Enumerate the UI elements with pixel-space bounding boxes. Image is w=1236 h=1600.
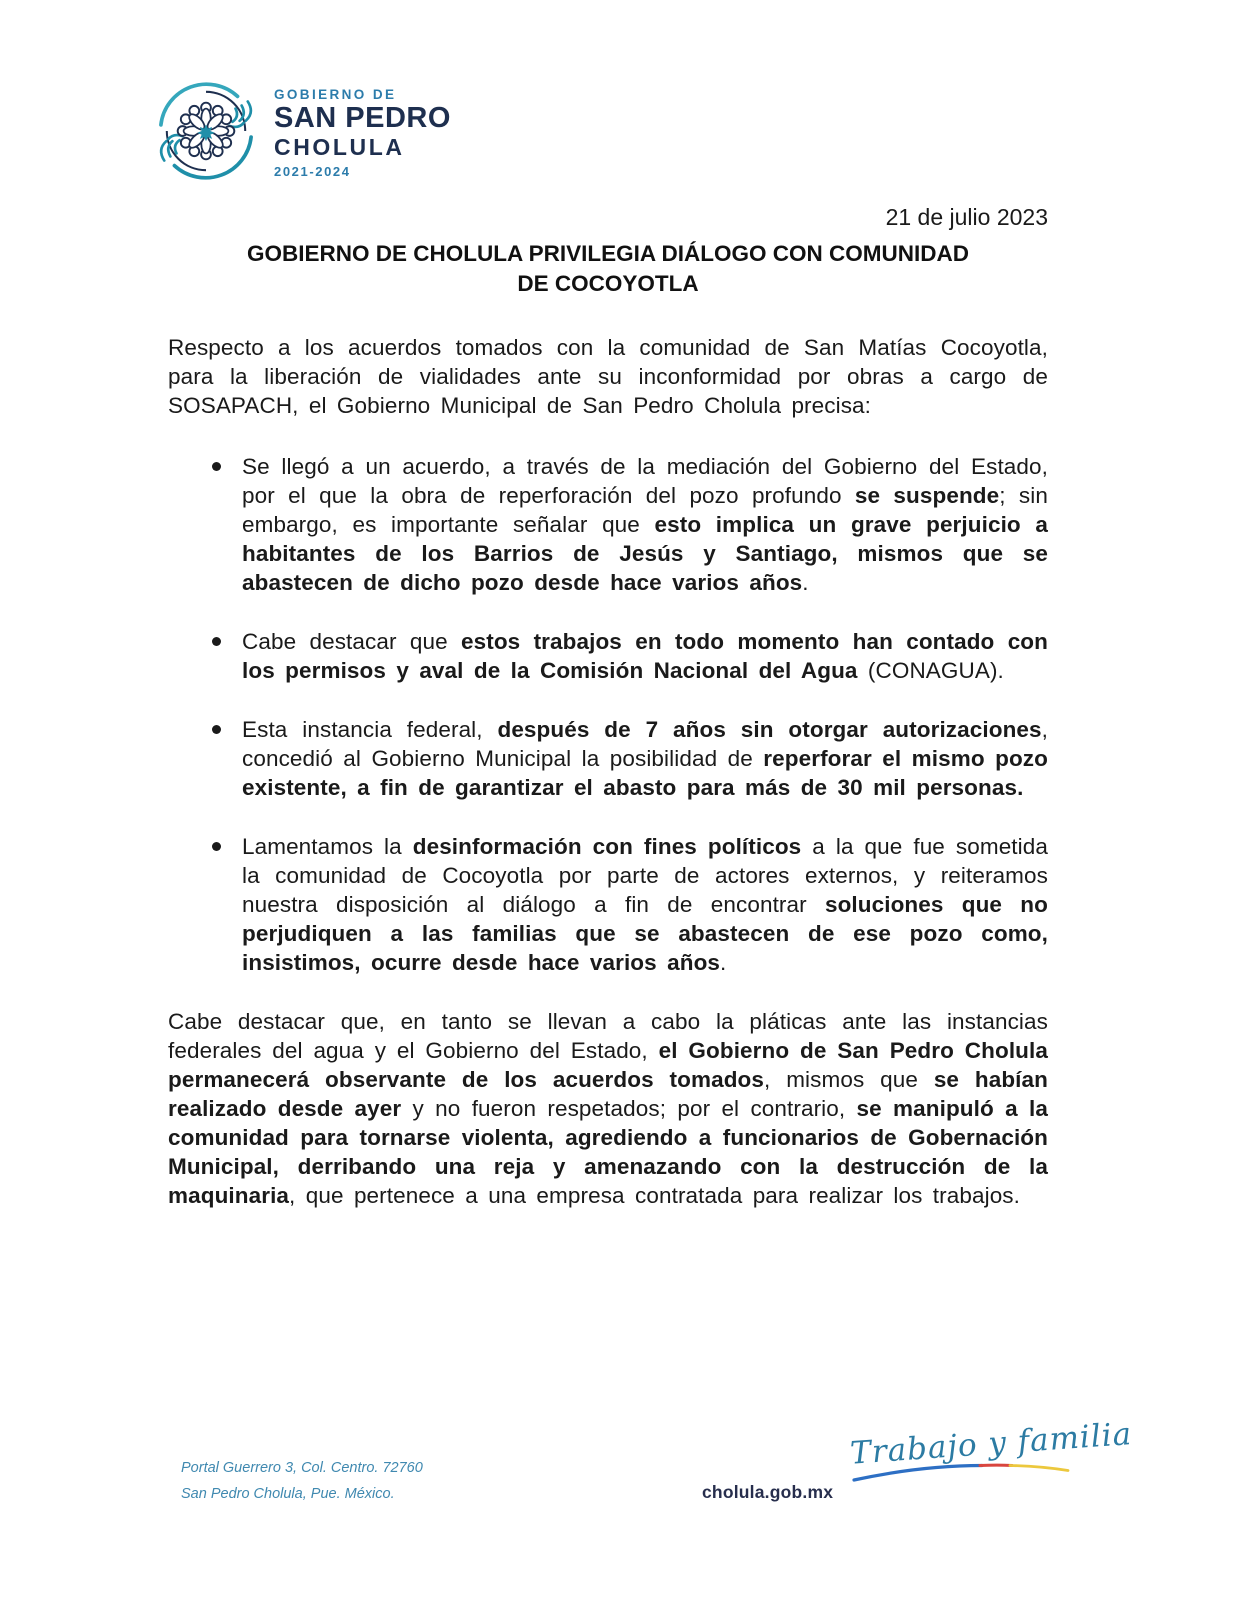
bullet-text: Esta instancia federal, después de 7 años sin otorgar autorizaciones, concedió al Gobierno Municipal la posibilidad de reperforar el mismo pozo existente, a fin de garantizar el abasto para más de 30 mil personas. [242, 716, 1048, 800]
document-title [168, 239, 1048, 300]
bullet-text: Cabe destacar que estos trabajos en todo momento han contado con los permisos y aval de la Comisión Nacional del Agua (CONAGUA). [242, 628, 1048, 683]
bullet-dot-icon [212, 637, 221, 646]
footer-address-line-2: San Pedro Cholula, Pue. México. [181, 1486, 395, 1503]
bullet-list [168, 452, 1048, 977]
footer-website: cholula.gob.mx [702, 1482, 834, 1502]
bullet-item-1 [168, 452, 1048, 597]
hands-circle-flower-emblem-icon [150, 74, 262, 188]
bullet-item-2 [168, 627, 1048, 685]
logo-period: 2021-2024 [274, 163, 351, 179]
footer-address-line-1: Portal Guerrero 3, Col. Centro. 72760 [181, 1460, 423, 1476]
intro-paragraph: Respecto a los acuerdos tomados con la comunidad de San Matías Cocoyotla, para la liberación de vialidades ante su inconformidad por obras a cargo de SOSAPACH, el Gobierno Municipal de San Pedro Cholula precisa: [168, 334, 1048, 418]
footer-address [181, 1455, 423, 1507]
logo-gobierno-de: GOBIERNO DE [274, 87, 397, 103]
document-content [168, 204, 1048, 1210]
hand-bottom-left [161, 135, 182, 160]
bullet-dot-icon [212, 462, 221, 471]
footer-slogan [849, 1416, 1134, 1482]
bullet-dot-icon [212, 842, 221, 851]
document-date: 21 de julio 2023 [885, 204, 1048, 230]
logo-san-pedro: SAN PEDRO [274, 102, 451, 135]
bullet-dot-icon [212, 725, 221, 734]
title-line-2: DE COCOYOTLA [517, 271, 699, 297]
bullet-item-4 [168, 832, 1048, 977]
title-line-1: GOBIERNO DE CHOLULA PRIVILEGIA DIÁLOGO CON COMUNIDAD [246, 241, 970, 266]
bullet-text: Lamentamos la desinformación con fines políticos a la que fue sometida la comunidad de Cocoyotla por parte de actores externos, y reiteramos nuestra disposición al diálogo a fin de encontrar soluciones que no perjudiquen a las familias que se abastecen de ese pozo como, insistimos, ocurre desde hace varios años. [242, 833, 1048, 975]
logo [150, 74, 451, 188]
bullet-text: Se llegó a un acuerdo, a través de la mediación del Gobierno del Estado, por el que la obra de reperforación del pozo profundo se suspende; sin embargo, es importante señalar que esto implica un grave perjuicio a habitantes de los Barrios de Jesús y Santiago, mismos que se abastecen de dicho pozo desde hace varios años. [242, 453, 1048, 595]
slogan-text: Trabajo y familia [849, 1416, 1134, 1472]
logo-cholula: CHOLULA [274, 133, 405, 160]
logo-text [274, 83, 451, 178]
bullet-item-3 [168, 715, 1048, 802]
closing-paragraph: Cabe destacar que, en tanto se llevan a cabo la pláticas ante las instancias federales del agua y el Gobierno del Estado, el Gobierno de San Pedro Cholula permanecerá observante de los acuerdos tomados, mismos que se habían realizado desde ayer y no fueron respetados; por el contrario, se manipuló a la comunidad para tornarse violenta, agrediendo a funcionarios de Gobernación Municipal, derribando una reja y amenazando con la destrucción de la maquinaria, que pertenece a una empresa contratada para realizar los trabajos. [168, 1008, 1048, 1208]
hand-top-right [229, 101, 250, 126]
